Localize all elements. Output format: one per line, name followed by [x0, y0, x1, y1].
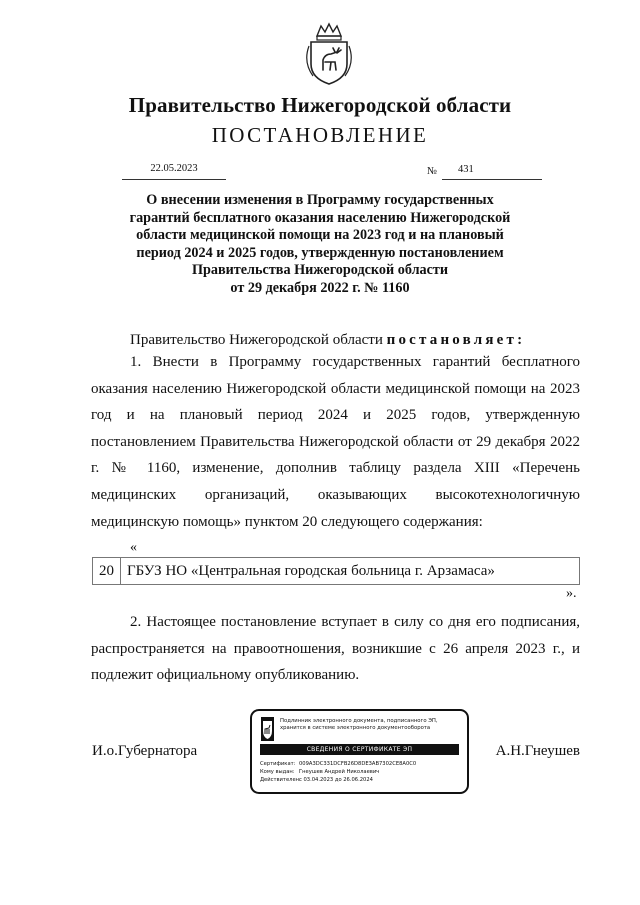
subject-line: от 29 декабря 2022 г. № 1160	[230, 279, 410, 296]
signer-position: И.о.Губернатора	[92, 743, 198, 759]
stamp-owner-label: Кому выдан:	[260, 768, 295, 775]
stamp-valid-label: Действителен:	[260, 776, 301, 783]
coat-of-arms-mini-icon	[261, 717, 274, 741]
document-type: ПОСТАНОВЛЕНИЕ	[211, 123, 429, 147]
government-title: Правительство Нижегородской области	[128, 93, 512, 117]
stamp-valid-value: с 03.04.2023 до 26.06.2024	[299, 776, 373, 783]
coat-of-arms-icon	[303, 22, 355, 86]
document-number: 431	[458, 164, 474, 175]
stamp-details	[260, 761, 416, 784]
document-date: 22.05.2023	[122, 163, 226, 180]
stamp-certificate-row	[260, 761, 416, 769]
quote-close: ».	[566, 586, 577, 601]
document-subject	[110, 192, 530, 297]
subject-line: области медицинской помощи на 2023 год и на плановый	[136, 227, 504, 243]
table-cell-organization: ГБУЗ НО «Центральная городская больница г. Арзамаса»	[121, 558, 580, 585]
stamp-valid-row	[260, 777, 416, 785]
quote-open: «	[130, 540, 137, 555]
stamp-title-bar: СВЕДЕНИЯ О СЕРТИФИКАТЕ ЭП	[260, 744, 459, 755]
subject-line: гарантий бесплатного оказания населению Нижегородской	[129, 209, 511, 226]
table-cell-number: 20	[93, 558, 121, 585]
signer-name: А.Н.Гнеушев	[495, 743, 580, 759]
stamp-heading: Подлинник электронного документа, подписанного ЭП, хранится в системе электронного документооборота	[280, 718, 438, 731]
document-number-field	[442, 163, 542, 180]
stamp-owner-row	[260, 769, 416, 777]
subject-line: Правительства Нижегородской области	[191, 262, 449, 278]
paragraph-2: 2. Настоящее постановление вступает в силу со дня его подписания, распространяется на правоотношения, возникшие с 26 апреля 2023 г., и подлежит официальному опубликованию.	[91, 614, 580, 684]
preamble	[130, 332, 525, 349]
inserted-table	[92, 557, 580, 585]
preamble-subject: Правительство Нижегородской области	[130, 332, 387, 348]
stamp-certificate-label: Сертификат:	[260, 761, 296, 767]
subject-line: период 2024 и 2025 годов, утвержденную постановлением	[136, 244, 504, 261]
table-row	[93, 558, 580, 585]
preamble-verb: постановляет:	[386, 332, 526, 348]
number-label: №	[427, 166, 438, 177]
paragraph-1: 1. Внести в Программу государственных гарантий бесплатного оказания населению Нижегородской области медицинской помощи на 2023 год и на плановый период 2024 и 2025 годов, утвержденную постановлением Правительства Нижегородской области от 29 декабря 2022 г. № 1160, изменение, дополнив таблицу раздела XIII «Перечень медицинских организаций, оказывающих высокотехнологичную медицинскую помощь» пунктом 20 следующего содержания:	[91, 354, 580, 530]
subject-line: О внесении изменения в Программу государственных	[146, 192, 494, 208]
stamp-certificate-value: 009A3DC331DCFB26D8DE3AB7302CE8A0C0	[299, 761, 417, 767]
stamp-owner-value: Гнеушев Андрей Николаевич	[299, 768, 380, 775]
electronic-signature-stamp	[250, 709, 469, 794]
